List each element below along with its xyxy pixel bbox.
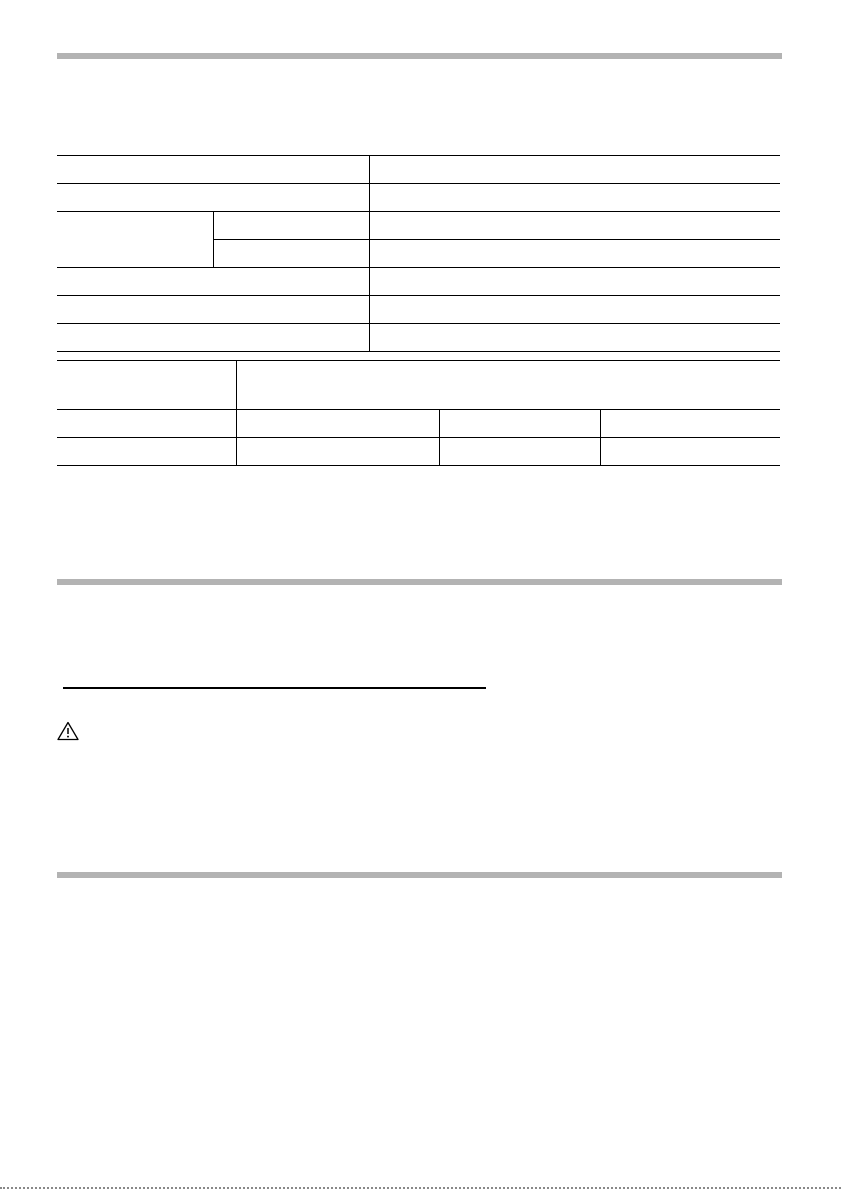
spec-table-column-divider <box>369 155 370 351</box>
secondary-table-line <box>57 409 780 410</box>
secondary-table-line <box>57 437 780 438</box>
spec-table-line <box>57 323 780 324</box>
spec-table-line <box>57 351 780 352</box>
secondary-table-column-divider <box>236 360 237 465</box>
spec-table-line <box>57 183 780 184</box>
spec-table-line <box>57 211 780 212</box>
page-bottom-edge <box>0 1187 841 1189</box>
section-divider-middle <box>57 579 782 585</box>
warning-triangle-icon <box>57 721 79 741</box>
secondary-table-line <box>57 465 780 466</box>
spec-table-subcolumn-divider <box>213 211 214 267</box>
spec-table-line <box>57 267 780 268</box>
secondary-table-line <box>57 360 780 361</box>
secondary-table-column-divider <box>600 409 601 465</box>
secondary-table-column-divider <box>439 409 440 465</box>
spec-table-line <box>213 239 780 240</box>
section-divider-bottom <box>57 872 782 878</box>
section-divider-top <box>57 53 782 59</box>
spec-table-line <box>57 295 780 296</box>
spec-table-line <box>57 155 780 156</box>
subheading-underline <box>63 687 486 689</box>
